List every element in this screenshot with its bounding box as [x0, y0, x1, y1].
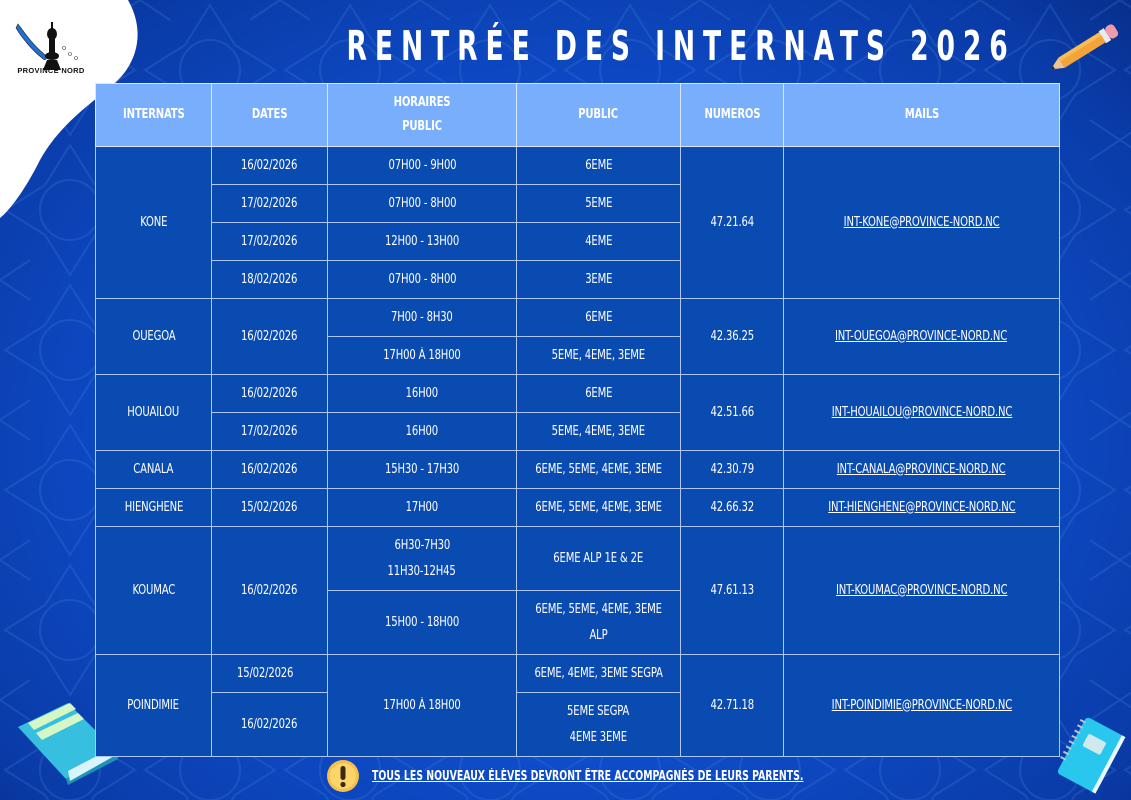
horaire-cell: 12H00 - 13H00 [328, 223, 517, 261]
mail-cell [784, 299, 1060, 375]
mail-cell [784, 489, 1060, 527]
mail-link-kone[interactable]: INT-KONE@PROVINCE-NORD.NC [843, 214, 1000, 230]
date-cell: 17/02/2026 [212, 223, 328, 261]
date-cell: 17/02/2026 [212, 413, 328, 451]
horaire-cell: 15H30 - 17H30 [328, 451, 517, 489]
public-cell: 6EME [517, 299, 681, 337]
internat-name: HIENGHENE [96, 489, 212, 527]
public-cell: 6EME [517, 375, 681, 413]
mail-link-canala[interactable]: INT-CANALA@PROVINCE-NORD.NC [837, 461, 1006, 477]
date-cell: 17/02/2026 [212, 185, 328, 223]
horaire-cell: 17H00 À 18H00 [328, 655, 517, 757]
public-cell: 3EME [517, 261, 681, 299]
internat-name: OUEGOA [96, 299, 212, 375]
date-cell: 16/02/2026 [212, 147, 328, 185]
notice-text: TOUS LES NOUVEAUX ÉLÈVES DEVRONT ÊTRE ACCOMPAGNÉS DE LEURS PARENTS. [372, 768, 804, 784]
internat-name: POINDIMIE [96, 655, 212, 757]
date-cell: 16/02/2026 [212, 693, 328, 757]
public-cell: 6EME, 5EME, 4EME, 3EME [517, 489, 681, 527]
title-container [0, 0, 1131, 80]
public-cell: 6EME [517, 147, 681, 185]
horaire-cell: 07H00 - 8H00 [328, 185, 517, 223]
numero-cell: 47.61.13 [681, 527, 784, 655]
horaire-cell: 16H00 [328, 413, 517, 451]
horaire-cell: 17H00 [328, 489, 517, 527]
mail-cell [784, 375, 1060, 451]
numero-cell: 47.21.64 [681, 147, 784, 299]
numero-cell: 42.71.18 [681, 655, 784, 757]
date-cell: 16/02/2026 [212, 527, 328, 655]
logo-text: PROVINCE NORD [17, 66, 85, 75]
mail-cell [784, 527, 1060, 655]
numero-cell: 42.66.32 [681, 489, 784, 527]
internats-schedule-table [95, 83, 1060, 757]
mail-cell [784, 147, 1060, 299]
header-internats: INTERNATS [96, 84, 212, 147]
horaire-cell: 07H00 - 8H00 [328, 261, 517, 299]
date-cell: 15/02/2026 [212, 655, 328, 693]
table-row [96, 299, 1060, 337]
page-title: RENTRÉE DES INTERNATS 2026 [346, 22, 1016, 70]
public-cell: 5EME, 4EME, 3EME [517, 413, 681, 451]
exclamation-icon [326, 759, 360, 793]
table-row [96, 655, 1060, 693]
internat-name: CANALA [96, 451, 212, 489]
header-mails: MAILS [784, 84, 1060, 147]
numero-cell: 42.30.79 [681, 451, 784, 489]
pencil-icon [1040, 20, 1125, 80]
header-horaires: HORAIRES PUBLIC [328, 84, 517, 147]
public-cell: 5EME SEGPA 4EME 3EME [517, 693, 681, 757]
date-cell: 18/02/2026 [212, 261, 328, 299]
horaire-cell: 16H00 [328, 375, 517, 413]
mail-link-hienghene[interactable]: INT-HIENGHENE@PROVINCE-NORD.NC [827, 499, 1016, 515]
table-row [96, 527, 1060, 591]
date-cell: 15/02/2026 [212, 489, 328, 527]
table-header-row [96, 84, 1060, 147]
horaire-cell: 07H00 - 9H00 [328, 147, 517, 185]
parents-notice [326, 759, 911, 793]
horaire-cell: 15H00 - 18H00 [328, 591, 517, 655]
mail-link-houailou[interactable]: INT-HOUAILOU@PROVINCE-NORD.NC [831, 404, 1012, 420]
table-row [96, 375, 1060, 413]
table-row [96, 489, 1060, 527]
date-cell: 16/02/2026 [212, 375, 328, 413]
numero-cell: 42.51.66 [681, 375, 784, 451]
horaire-cell: 17H00 À 18H00 [328, 337, 517, 375]
internat-name: KONE [96, 147, 212, 299]
header-dates: DATES [212, 84, 328, 147]
table-row [96, 451, 1060, 489]
mail-cell [784, 451, 1060, 489]
mail-link-poindimie[interactable]: INT-POINDIMIE@PROVINCE-NORD.NC [831, 697, 1012, 713]
header-public: PUBLIC [517, 84, 681, 147]
header-numeros: NUMEROS [681, 84, 784, 147]
public-cell: 6EME, 5EME, 4EME, 3EME ALP [517, 591, 681, 655]
public-cell: 5EME, 4EME, 3EME [517, 337, 681, 375]
mail-link-ouegoa[interactable]: INT-OUEGOA@PROVINCE-NORD.NC [835, 328, 1008, 344]
public-cell: 6EME, 5EME, 4EME, 3EME [517, 451, 681, 489]
public-cell: 5EME [517, 185, 681, 223]
public-cell: 6EME ALP 1E & 2E [517, 527, 681, 591]
horaire-cell: 7H00 - 8H30 [328, 299, 517, 337]
mail-cell [784, 655, 1060, 757]
internat-name: KOUMAC [96, 527, 212, 655]
mail-link-koumac[interactable]: INT-KOUMAC@PROVINCE-NORD.NC [835, 582, 1008, 598]
horaire-cell: 6H30-7H30 11H30-12H45 [328, 527, 517, 591]
internat-name: HOUAILOU [96, 375, 212, 451]
table-row [96, 147, 1060, 185]
public-cell: 4EME [517, 223, 681, 261]
public-cell: 6EME, 4EME, 3EME SEGPA [517, 655, 681, 693]
notebook-icon [1055, 715, 1127, 795]
date-cell: 16/02/2026 [212, 299, 328, 375]
numero-cell: 42.36.25 [681, 299, 784, 375]
date-cell: 16/02/2026 [212, 451, 328, 489]
